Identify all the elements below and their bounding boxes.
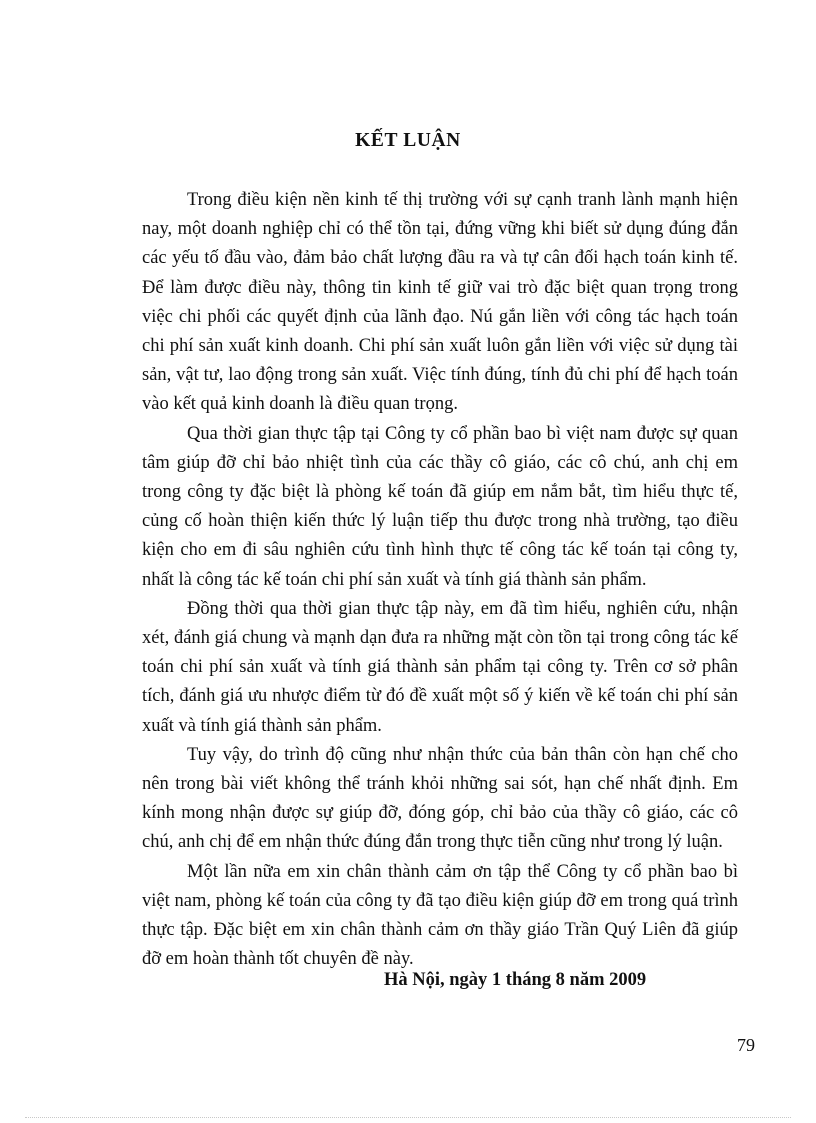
paragraph-5: Một lần nữa em xin chân thành cảm ơn tập thể Công ty cổ phần bao bì việt nam, phòng kế toán của công ty đã tạo điều kiện giúp đỡ em trong quá trình thực tập. Đặc biệt em xin chân thành cảm ơn thầy giáo Trần Quý Liên đã giúp đỡ em hoàn thành tốt chuyên đề này. <box>142 861 738 970</box>
paragraph-1: Trong điều kiện nền kinh tế thị trường với sự cạnh tranh lành mạnh hiện nay, một doanh nghiệp chỉ có thể tồn tại, đứng vững khi biết sử dụng đúng đắn các yếu tố đầu vào, đảm bảo chất lượng đầu ra và tự cân đối hạch toán kinh tế. Để làm được điều này, thông tin kinh tế giữ vai trò đặc biệt quan trọng trong việc chi phối các quyết định của lãnh đạo. Nú gắn liền với công tác hạch toán chi phí sản xuất kinh doanh. Chi phí sản xuất luôn gắn liền với việc sử dụng tài sản, vật tư, lao động trong sản xuất. Việc tính đúng, tính đủ chi phí để hạch toán vào kết quả kinh doanh là điều quan trọng. <box>142 190 738 415</box>
page-number: 79 <box>737 1035 755 1055</box>
paragraph-2: Qua thời gian thực tập tại Công ty cổ phần bao bì việt nam được sự quan tâm giúp đỡ chỉ bảo nhiệt tình của các thầy cô giáo, các cô chú, anh chị em trong công ty đặc biệt là phòng kế toán đã giúp em nắm bắt, tìm hiểu thực tế, củng cố hoàn thiện kiến thức lý luận tiếp thu được trong nhà trường, tạo điều kiện cho em đi sâu nghiên cứu tình hình thực tế công tác kế toán tại công ty, nhất là công tác kế toán chi phí sản xuất và tính giá thành sản phẩm. <box>142 423 738 590</box>
place-date-signature: Hà Nội, ngày 1 tháng 8 năm 2009 <box>384 970 647 990</box>
page-title: KẾT LUẬN <box>355 130 461 151</box>
page-bottom-divider <box>25 1117 791 1118</box>
paragraph-3: Đồng thời qua thời gian thực tập này, em đã tìm hiểu, nghiên cứu, nhận xét, đánh giá chung và mạnh dạn đưa ra những mặt còn tồn tại trong công tác kế toán chi phí sản xuất và tính giá thành sản phẩm tại công ty. Trên cơ sở phân tích, đánh giá ưu nhược điểm từ đó đề xuất một số ý kiến về kế toán chi phí sản xuất và tính giá thành sản phẩm. <box>142 598 738 736</box>
body-text <box>142 186 738 974</box>
paragraph-4: Tuy vậy, do trình độ cũng như nhận thức của bản thân còn hạn chế cho nên trong bài viết không thể tránh khỏi những sai sót, hạn chế nhất định. Em kính mong nhận được sự giúp đỡ, đóng góp, chỉ bảo của thầy cô giáo, các cô chú, anh chị để em nhận thức đúng đắn trong thực tiễn cũng như trong lý luận. <box>142 744 738 853</box>
